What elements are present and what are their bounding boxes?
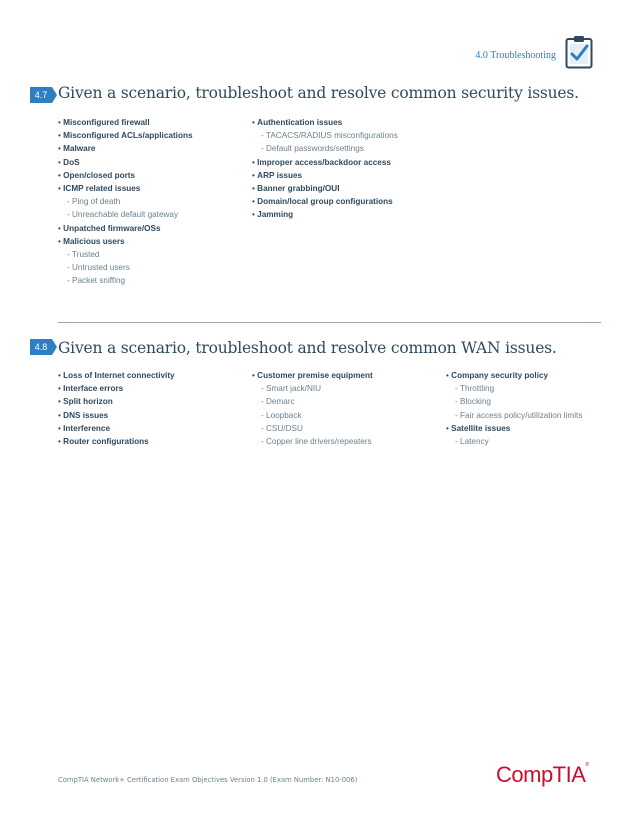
objective-item: • Unpatched firmware/OSs bbox=[58, 222, 248, 235]
objective-subitem: - Throttling bbox=[446, 382, 636, 395]
objective-subitem: - Packet sniffing bbox=[58, 274, 248, 287]
objective-subitem: - Trusted bbox=[58, 248, 248, 261]
objective-subitem: - Unreachable default gateway bbox=[58, 208, 248, 221]
objective-item: • Misconfigured firewall bbox=[58, 116, 248, 129]
objective-item: • DNS issues bbox=[58, 409, 248, 422]
objective-item: • Banner grabbing/OUI bbox=[252, 182, 442, 195]
objective-item: • Satellite issues bbox=[446, 422, 636, 435]
objective-item: • Loss of Internet connectivity bbox=[58, 369, 248, 382]
objective-item: • Malware bbox=[58, 142, 248, 155]
section-number-badge: 4.7 bbox=[30, 87, 52, 103]
section-title: Given a scenario, troubleshoot and resolve common WAN issues. bbox=[58, 339, 557, 357]
objective-subitem: - Blocking bbox=[446, 395, 636, 408]
objective-item: • Misconfigured ACLs/applications bbox=[58, 129, 248, 142]
section-number-badge: 4.8 bbox=[30, 339, 52, 355]
section-title: Given a scenario, troubleshoot and resolve common security issues. bbox=[58, 84, 579, 102]
footer-text: CompTIA Network+ Certification Exam Objectives Version 1.0 (Exam Number: N10-006) bbox=[58, 776, 358, 784]
objective-subitem: - TACACS/RADIUS misconfigurations bbox=[252, 129, 442, 142]
objective-item: • Authentication issues bbox=[252, 116, 442, 129]
objective-item: • Customer premise equipment bbox=[252, 369, 442, 382]
objective-subitem: - Demarc bbox=[252, 395, 442, 408]
objective-item: • ARP issues bbox=[252, 169, 442, 182]
objective-item: • Router configurations bbox=[58, 435, 248, 448]
objective-item: • Interface errors bbox=[58, 382, 248, 395]
objective-subitem: - Untrusted users bbox=[58, 261, 248, 274]
objective-column bbox=[446, 369, 636, 448]
objective-item: • ICMP related issues bbox=[58, 182, 248, 195]
objective-column bbox=[252, 116, 442, 222]
objective-column bbox=[58, 116, 248, 288]
objective-item: • Jamming bbox=[252, 208, 442, 221]
objective-item: • Improper access/backdoor access bbox=[252, 156, 442, 169]
comptia-logo: CompTIA® bbox=[496, 762, 589, 787]
objective-item: • Company security policy bbox=[446, 369, 636, 382]
objective-column bbox=[58, 369, 248, 448]
section-divider bbox=[58, 322, 601, 323]
objective-column bbox=[252, 369, 442, 448]
objective-subitem: - Copper line drivers/repeaters bbox=[252, 435, 442, 448]
objective-subitem: - Fair access policy/utilization limits bbox=[446, 409, 636, 422]
clipboard-check-icon bbox=[565, 35, 593, 69]
objective-subitem: - Default passwords/settings bbox=[252, 142, 442, 155]
objective-subitem: - Ping of death bbox=[58, 195, 248, 208]
objective-subitem: - Latency bbox=[446, 435, 636, 448]
objective-item: • Interference bbox=[58, 422, 248, 435]
logo-text: CompTIA bbox=[496, 762, 586, 787]
objective-item: • Split horizon bbox=[58, 395, 248, 408]
header-section-label: 4.0 Troubleshooting bbox=[475, 50, 556, 61]
objective-subitem: - CSU/DSU bbox=[252, 422, 442, 435]
objective-subitem: - Smart jack/NIU bbox=[252, 382, 442, 395]
objective-item: • Open/closed ports bbox=[58, 169, 248, 182]
objective-item: • Domain/local group configurations bbox=[252, 195, 442, 208]
objective-item: • DoS bbox=[58, 156, 248, 169]
objective-item: • Malicious users bbox=[58, 235, 248, 248]
objective-subitem: - Loopback bbox=[252, 409, 442, 422]
